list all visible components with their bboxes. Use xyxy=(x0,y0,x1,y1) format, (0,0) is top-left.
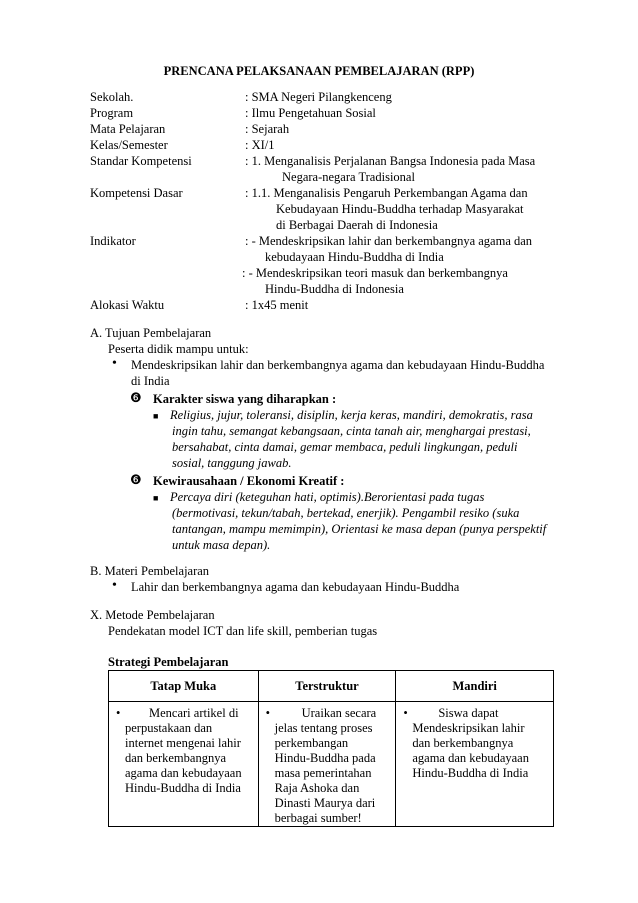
section-a-bullet-line2: di India xyxy=(131,374,170,388)
value-indikator-2-cont: Hindu-Buddha di Indonesia xyxy=(265,282,404,296)
karakter-text-line4: sosial, tanggung jawab. xyxy=(172,456,292,470)
column-header-tatap-muka: Tatap Muka xyxy=(109,671,259,702)
label-sekolah: Sekolah. xyxy=(90,90,134,104)
kewirausahaan-text-line2: (bermotivasi, tekun/tabah, bertekad, enerjik). Pengambil resiko (suka xyxy=(172,506,520,520)
label-kelas-semester: Kelas/Semester xyxy=(90,138,168,152)
section-a-intro: Peserta didik mampu untuk: xyxy=(108,342,249,356)
section-b-heading: B. Materi Pembelajaran xyxy=(90,564,210,578)
document-title: PRENCANA PELAKSANAAN PEMBELAJARAN (RPP) xyxy=(163,64,475,78)
bullet-dot-icon: • xyxy=(112,578,117,593)
table-header-row xyxy=(109,671,554,702)
value-indikator-1: : - Mendeskripsikan lahir dan berkembangnya agama dan xyxy=(245,234,533,248)
section-x-heading: X. Metode Pembelajaran xyxy=(90,608,215,622)
value-kompetensi-dasar-cont2: di Berbagai Daerah di Indonesia xyxy=(276,218,438,232)
ornament-icon: ❻ xyxy=(130,472,142,487)
label-mata-pelajaran: Mata Pelajaran xyxy=(90,122,166,136)
value-standar-kompetensi-cont: Negara-negara Tradisional xyxy=(282,170,415,184)
section-a-heading: A. Tujuan Pembelajaran xyxy=(90,326,212,340)
kewirausahaan-text-line3: tantangan, mampu memimpin), Orientasi ke masa depan (punya perspektif xyxy=(172,522,547,536)
cell-tatap-muka xyxy=(109,702,259,827)
square-bullet-icon: ■ xyxy=(153,411,159,421)
value-alokasi-waktu: : 1x45 menit xyxy=(245,298,309,312)
section-a-bullet-line1: Mendeskripsikan lahir dan berkembangnya agama dan kebudayaan Hindu-Buddha xyxy=(131,358,545,372)
karakter-text-line2: ingin tahu, semangat kebangsaan, cinta tanah air, menghargai prestasi, xyxy=(172,424,531,438)
label-alokasi-waktu: Alokasi Waktu xyxy=(90,298,165,312)
kewirausahaan-text-line1: Percaya diri (keteguhan hati, optimis).Berorientasi pada tugas xyxy=(170,490,485,504)
bullet-dot-icon: • xyxy=(116,706,121,720)
strategy-heading: Strategi Pembelajaran xyxy=(108,655,229,669)
label-indikator: Indikator xyxy=(90,234,136,248)
bullet-dot-icon: • xyxy=(265,706,270,720)
square-bullet-icon: ■ xyxy=(153,493,159,503)
bullet-dot-icon: • xyxy=(112,356,117,371)
value-kelas-semester: : XI/1 xyxy=(245,138,275,152)
cell-mandiri xyxy=(396,702,554,827)
section-b-bullet: Lahir dan berkembangnya agama dan kebudayaan Hindu-Buddha xyxy=(131,580,460,594)
kewirausahaan-text-line4: untuk masa depan). xyxy=(172,538,271,552)
value-kompetensi-dasar-cont1: Kebudayaan Hindu-Buddha terhadap Masyarakat xyxy=(276,202,524,216)
value-kompetensi-dasar: : 1.1. Menganalisis Pengaruh Perkembangan Agama dan xyxy=(245,186,528,200)
karakter-heading: Karakter siswa yang diharapkan : xyxy=(153,392,337,406)
label-kompetensi-dasar: Kompetensi Dasar xyxy=(90,186,183,200)
label-program: Program xyxy=(90,106,134,120)
ornament-icon: ❻ xyxy=(130,390,142,405)
kewirausahaan-heading: Kewirausahaan / Ekonomi Kreatif : xyxy=(153,474,345,488)
column-header-mandiri: Mandiri xyxy=(396,671,554,702)
value-indikator-2: : - Mendeskripsikan teori masuk dan berkembangnya xyxy=(242,266,508,280)
karakter-text-line1: Religius, jujur, toleransi, disiplin, kerja keras, mandiri, demokratis, rasa xyxy=(170,408,533,422)
section-x-text: Pendekatan model ICT dan life skill, pemberian tugas xyxy=(108,624,378,638)
bullet-dot-icon: • xyxy=(403,706,408,720)
value-sekolah: : SMA Negeri Pilangkenceng xyxy=(245,90,392,104)
value-indikator-1-cont: kebudayaan Hindu-Buddha di India xyxy=(265,250,444,264)
strategy-table xyxy=(108,670,554,827)
cell-terstruktur xyxy=(258,702,396,827)
table-row xyxy=(109,702,554,827)
label-standar-kompetensi: Standar Kompetensi xyxy=(90,154,192,168)
value-program: : Ilmu Pengetahuan Sosial xyxy=(245,106,376,120)
cell-text: Uraikan secara jelas tentang proses perkembangan Hindu-Buddha pada masa pemerintahan Raja Ashoka dan Dinasti Maurya dari berbagai sumber! xyxy=(274,706,377,825)
value-mata-pelajaran: : Sejarah xyxy=(245,122,290,136)
karakter-text-line3: bersahabat, cinta damai, gemar membaca, peduli lingkungan, peduli xyxy=(172,440,518,454)
value-standar-kompetensi: : 1. Menganalisis Perjalanan Bangsa Indonesia pada Masa xyxy=(245,154,536,168)
column-header-terstruktur: Terstruktur xyxy=(258,671,396,702)
cell-text: Mencari artikel di perpustakaan dan internet mengenai lahir dan berkembangnya agama dan kebudayaan Hindu-Buddha di India xyxy=(125,706,242,795)
cell-text: Siswa dapat Mendeskripsikan lahir dan berkembangnya agama dan kebudayaan Hindu-Buddha di India xyxy=(412,706,529,780)
